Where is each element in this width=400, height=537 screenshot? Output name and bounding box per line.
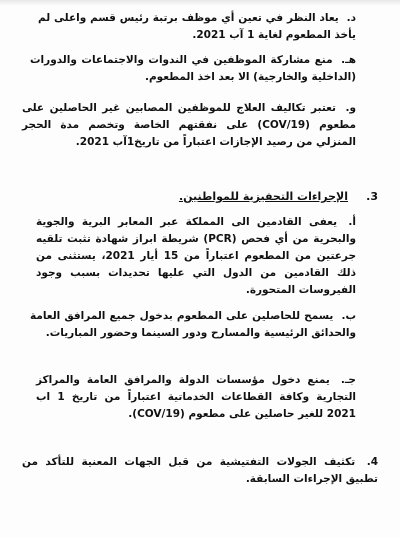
clause-b-marker: ب. [341, 310, 357, 322]
clause-w-text: تعتبر تكاليف العلاج للموظفين المصابين غير الحاصلين على مطعوم (COV/19) على نفقتهم الخاصة وتخصم مدة الحجر المنزلي من رصيد الإجازات اعتباراً من تاريخ1آب 2021. [22, 102, 357, 148]
clause-j [36, 372, 356, 423]
clause-b [30, 308, 356, 342]
clause-a-marker: أ. [348, 216, 357, 228]
section-4-text: تكثيف الجولات التفتيشية من قبل الجهات المعنية للتأكد من تطبيق الإجراءات السابقة. [22, 456, 378, 485]
clause-b-text: يسمح للحاصلين على المطعوم بدخول جميع المرافق العامة والحدائق الرئيسية والمسارح ودور السينما وحضور المباريات. [30, 310, 356, 339]
section-3-title: الإجراءات التحفيزية للمواطنين. [178, 190, 348, 203]
clause-a [36, 214, 356, 299]
clause-a-text: يعفى القادمين الى المملكة عبر المعابر البرية والجوية والبحرية من أي فحص (PCR) شريطة ابراز شهادة تثبت تلقيه جرعتين من المطعوم اعتباراً من 15 أيار 2021، يستثنى من ذلك القادمين من الدول التي عليها تحديدات بسبب وجود الفيروسات المتحورة. [36, 216, 357, 296]
clause-d [38, 10, 356, 44]
clause-d-marker: د. [346, 12, 357, 24]
clause-h-text: منع مشاركة الموظفين في الندوات والاجتماعات والدورات (الداخلية والخارجية) الا بعد اخذ المطعوم. [30, 54, 356, 83]
page-edge-shadow [0, 0, 400, 6]
section-3-number: 3. [366, 190, 378, 203]
clause-w-marker: و. [345, 102, 357, 114]
clause-h-marker: هـ. [341, 54, 356, 66]
clause-w [22, 100, 356, 151]
clause-j-marker: جـ. [340, 374, 356, 386]
clause-h [30, 52, 356, 86]
section-4 [22, 454, 378, 488]
section-4-number: 4. [366, 456, 378, 468]
clause-j-text: يمنع دخول مؤسسات الدولة والمرافق العامة والمراكز التجارية وكافة القطاعات الخدماتية اعتباراً من تاريخ 1 اب 2021 للغير حاصلين على مطعوم (COV/19). [36, 374, 356, 420]
clause-d-text: يعاد النظر في تعين أي موظف برتبة رئيس قسم واعلى لم يأخذ المطعوم لغاية 1 آب 2021. [38, 12, 356, 41]
